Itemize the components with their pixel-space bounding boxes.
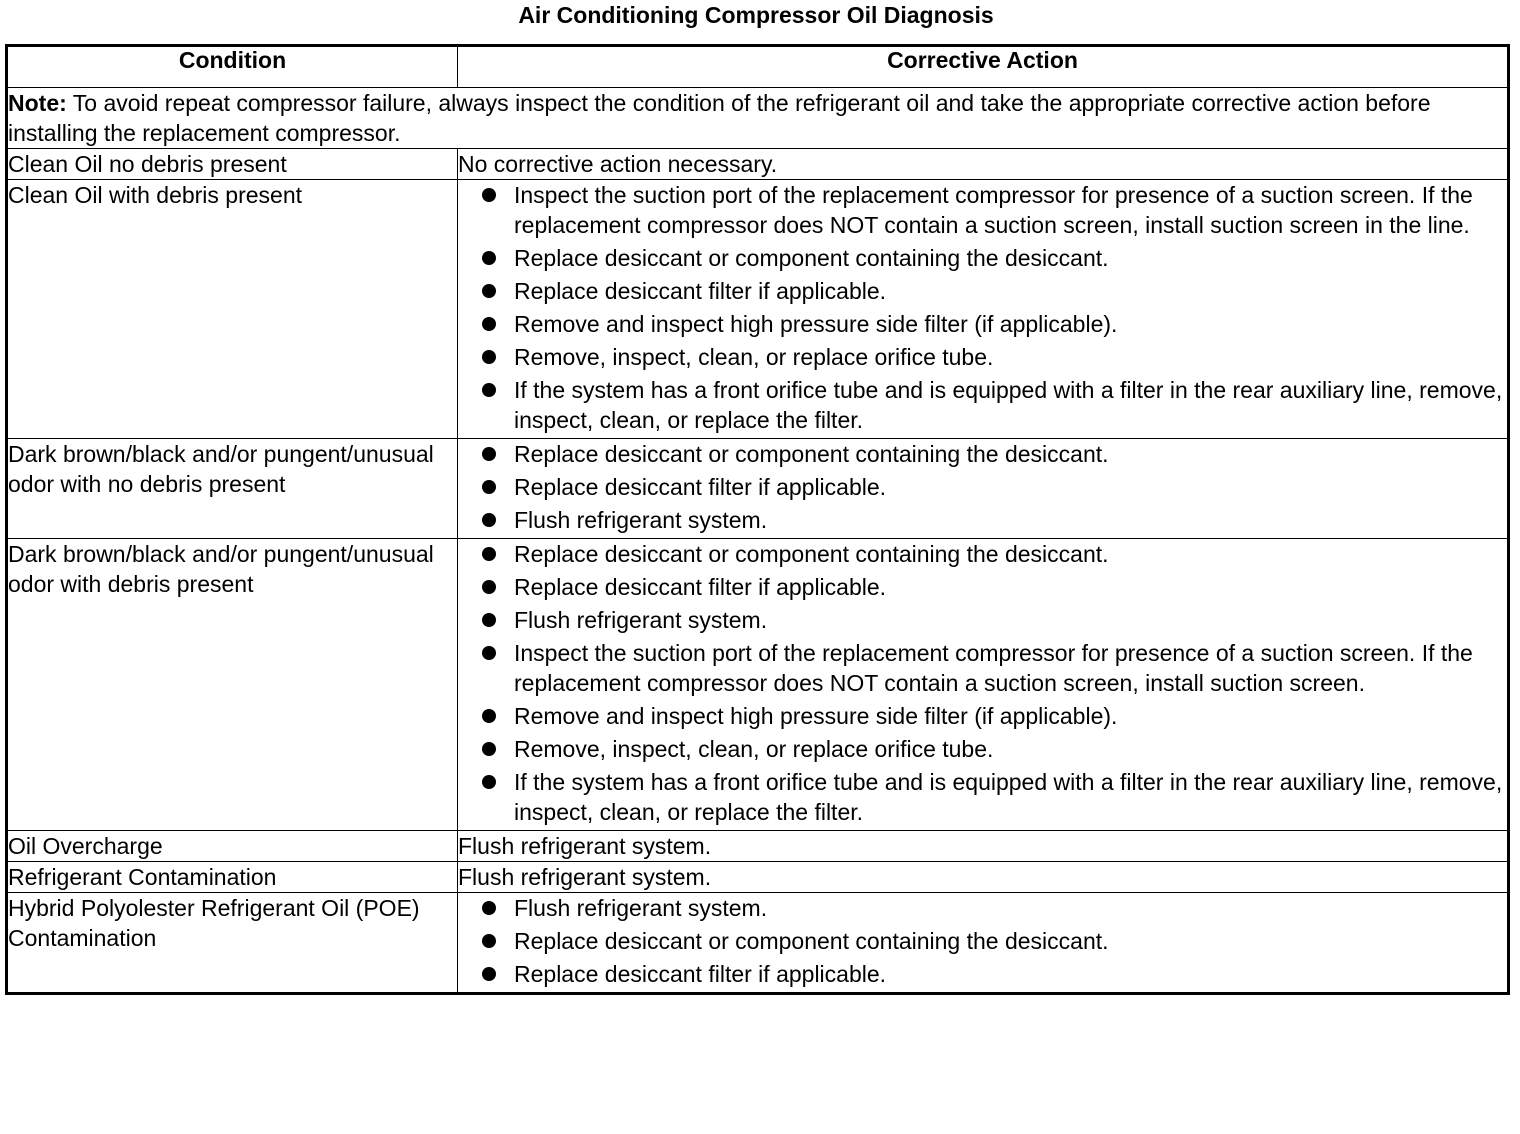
action-list-item: Replace desiccant filter if applicable. [458,572,1507,602]
note-text: To avoid repeat compressor failure, always inspect the condition of the refrigerant oil and take the appropriate corrective action before installing the replacement compressor. [8,90,1431,146]
action-list-item: Flush refrigerant system. [458,505,1507,535]
action-list-item: Inspect the suction port of the replacement compressor for presence of a suction screen. If the replacement compressor does NOT contain a suction screen, install suction screen in the line. [458,180,1507,240]
action-list-item: Inspect the suction port of the replacement compressor for presence of a suction screen. If the replacement compressor does NOT contain a suction screen, install suction screen. [458,638,1507,698]
table-row [7,149,1509,180]
action-list-item: Replace desiccant filter if applicable. [458,472,1507,502]
table-row [7,831,1509,862]
table-row [7,539,1509,831]
action-list-item: Remove and inspect high pressure side filter (if applicable). [458,701,1507,731]
table-row [7,439,1509,539]
condition-cell: Dark brown/black and/or pungent/unusual odor with no debris present [7,439,458,539]
condition-cell: Dark brown/black and/or pungent/unusual odor with debris present [7,539,458,831]
action-list [458,893,1507,989]
condition-header: Condition [7,46,458,88]
action-cell [458,439,1509,539]
action-cell: Flush refrigerant system. [458,862,1509,893]
note-label: Note: [8,90,67,116]
note-row [7,88,1509,149]
header-row [7,46,1509,88]
condition-cell: Hybrid Polyolester Refrigerant Oil (POE) Contamination [7,893,458,994]
action-list-item: Replace desiccant or component containing the desiccant. [458,243,1507,273]
page-title: Air Conditioning Compressor Oil Diagnosis [518,2,994,28]
action-cell: Flush refrigerant system. [458,831,1509,862]
action-list [458,539,1507,827]
table-row [7,862,1509,893]
action-cell [458,539,1509,831]
action-list-item: Flush refrigerant system. [458,893,1507,923]
action-cell [458,180,1509,439]
table-row [7,180,1509,439]
table-row [7,893,1509,994]
condition-cell: Refrigerant Contamination [7,862,458,893]
diagnosis-table [5,44,1510,995]
condition-cell: Oil Overcharge [7,831,458,862]
action-list [458,180,1507,435]
action-list-item: Flush refrigerant system. [458,605,1507,635]
action-list-item: Remove, inspect, clean, or replace orifice tube. [458,734,1507,764]
action-list-item: Remove and inspect high pressure side filter (if applicable). [458,309,1507,339]
corrective-action-header: Corrective Action [458,46,1509,88]
action-list-item: If the system has a front orifice tube and is equipped with a filter in the rear auxiliary line, remove, inspect, clean, or replace the filter. [458,375,1507,435]
action-list-item: Replace desiccant or component containing the desiccant. [458,539,1507,569]
action-cell: No corrective action necessary. [458,149,1509,180]
action-list-item: Replace desiccant or component containing the desiccant. [458,926,1507,956]
action-cell [458,893,1509,994]
action-list-item: Remove, inspect, clean, or replace orifice tube. [458,342,1507,372]
condition-cell: Clean Oil with debris present [7,180,458,439]
condition-cell: Clean Oil no debris present [7,149,458,180]
action-list [458,439,1507,535]
action-list-item: Replace desiccant or component containing the desiccant. [458,439,1507,469]
action-list-item: Replace desiccant filter if applicable. [458,276,1507,306]
action-list-item: If the system has a front orifice tube and is equipped with a filter in the rear auxiliary line, remove, inspect, clean, or replace the filter. [458,767,1507,827]
note-cell [7,88,1509,149]
action-list-item: Replace desiccant filter if applicable. [458,959,1507,989]
